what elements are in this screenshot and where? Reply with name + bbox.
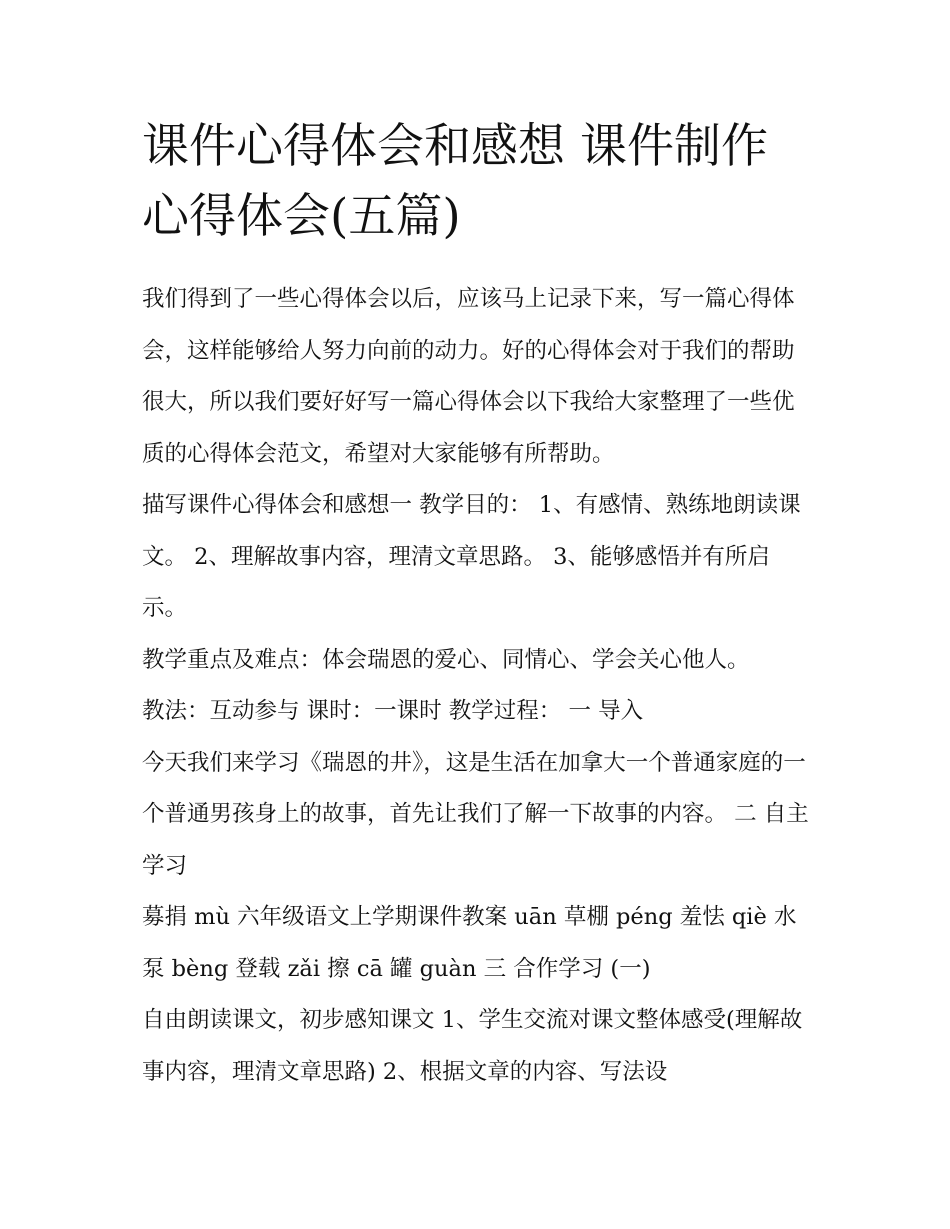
- reading-paragraph: 自由朗读课文，初步感知课文 1、学生交流对课文整体感受(理解故事内容，理清文章思路) 2、根据文章的内容、写法设: [142, 1007, 803, 1085]
- key-points-paragraph: 教学重点及难点：体会瑞恩的爱心、同情心、学会关心他人。: [142, 646, 750, 673]
- teaching-method-paragraph: 教法：互动参与 课时：一课时 教学过程： 一 导入: [142, 698, 644, 724]
- vocabulary-paragraph: 募捐 mù 六年级语文上学期课件教案 uān 草棚 péng 羞怯 qiè 水泵 bèng 登载 zǎi 擦 cā 罐 guàn 三 合作学习 (一): [142, 904, 797, 982]
- intro-paragraph: 我们得到了一些心得体会以后，应该马上记录下来，写一篇心得体会，这样能够给人努力向前的动力。好的心得体会对于我们的帮助很大，所以我们要好好写一篇心得体会以下我给大家整理了一些优质的心得体会范文，希望对大家能够有所帮助。: [142, 286, 795, 467]
- document-title: 课件心得体会和感想 课件制作心得体会(五篇): [142, 119, 768, 244]
- teaching-objectives-paragraph: 描写课件心得体会和感想一 教学目的： 1、有感情、熟练地朗读课文。 2、理解故事内容，理清文章思路。 3、能够感悟并有所启示。: [142, 492, 801, 621]
- document-page: [142, 112, 814, 1098]
- introduction-paragraph: 今天我们来学习《瑞恩的井》，这是生活在加拿大一个普通家庭的一个普通男孩身上的故事，首先让我们了解一下故事的内容。 二 自主学习: [142, 749, 809, 879]
